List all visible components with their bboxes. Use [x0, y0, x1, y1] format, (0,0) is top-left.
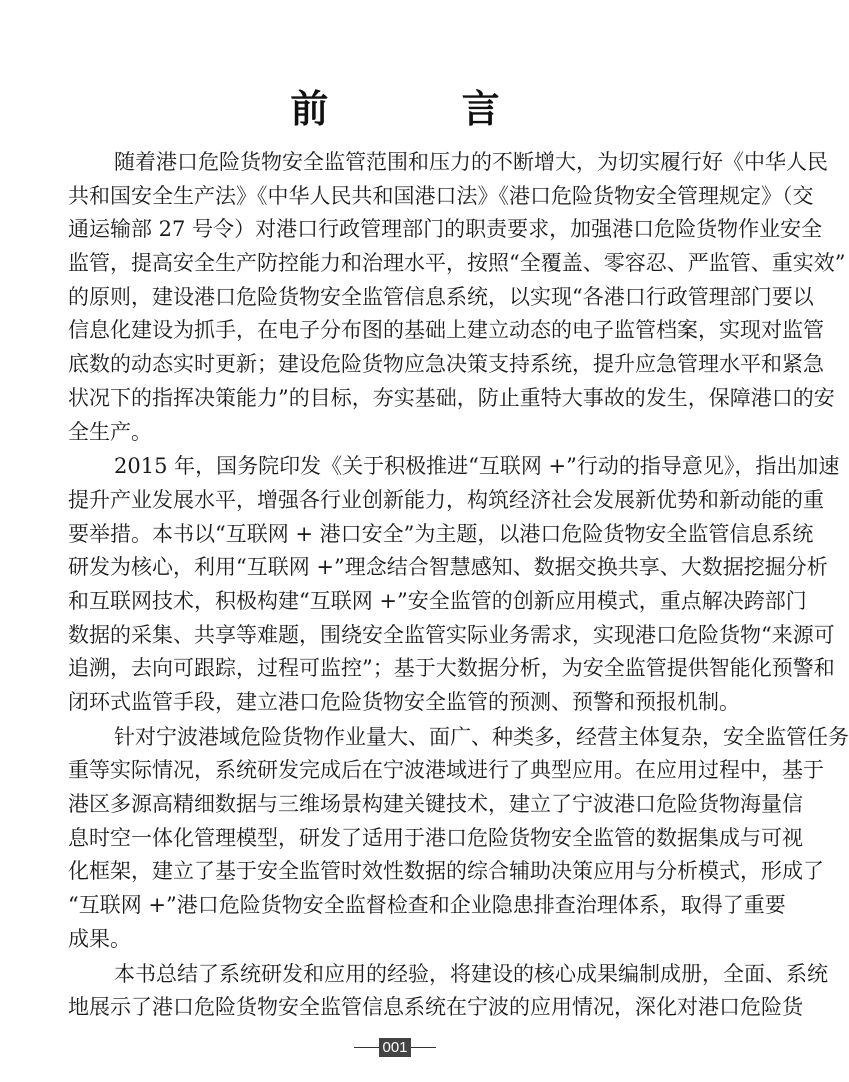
- paragraph: [68, 958, 828, 1025]
- page-number: [0, 1037, 790, 1057]
- page-number-rule-right: [411, 1047, 436, 1048]
- text-line: 随着港口危险货物安全监管范围和压力的不断增大，为切实履行好《中华人民: [114, 150, 828, 174]
- text-line: 本书总结了系统研发和应用的经验，将建设的核心成果编制成册，全面、系统: [114, 961, 828, 986]
- text-line: “互联网 +”港口危险货物安全监督检查和企业隐患排查治理体系，取得了重要: [68, 893, 786, 918]
- paragraph: [68, 721, 849, 957]
- text-line: 追溯，去向可跟踪，过程可监控”；基于大数据分析，为安全监管提供智能化预警和: [68, 656, 835, 681]
- text-line: 共和国安全生产法》《中华人民共和国港口法》《港口危险货物安全管理规定》（交: [68, 183, 814, 208]
- paragraph: [68, 146, 846, 449]
- text-line: 闭环式监管手段，建立港口危险货物安全监管的预测、预警和预报机制。: [68, 690, 740, 714]
- text-line: 重等实际情况，系统研发完成后在宁波港域进行了典型应用。在应用过程中，基于: [68, 758, 824, 783]
- text-line: 通运输部 27 号令）对港口行政管理部门的职责要求，加强港口危险货物作业安全: [68, 217, 823, 242]
- text-line: 监管，提高安全生产防控能力和治理水平，按照“全覆盖、零容忍、严监管、重实效”: [68, 251, 846, 276]
- text-line: 地展示了港口危险货物安全监管信息系统在宁波的应用情况，深化对港口危险货: [68, 995, 803, 1020]
- preface-body: [68, 146, 849, 1026]
- text-line: 化框架，建立了基于安全监管时效性数据的综合辅助决策应用与分析模式，形成了: [68, 859, 824, 884]
- text-line: 港区多源高精细数据与三维场景构建关键技术，建立了宁波港口危险货物海量信: [68, 792, 803, 817]
- text-line: 要举措。本书以“互联网 + 港口安全”为主题，以港口危险货物安全监管信息系统: [68, 521, 814, 546]
- page-number-rule-left: [354, 1047, 379, 1048]
- page-title: 前 言: [290, 86, 560, 131]
- text-line: 底数的动态实时更新；建设危险货物应急决策支持系统，提升应急管理水平和紧急: [68, 352, 824, 377]
- paragraph: [68, 450, 840, 720]
- text-line: 息时空一体化管理模型，研发了适用于港口危险货物安全监管的数据集成与可视: [68, 825, 803, 850]
- text-line: 全生产。: [68, 419, 152, 444]
- text-line: 信息化建设为抓手，在电子分布图的基础上建立动态的电子监管档案，实现对监管: [68, 318, 824, 343]
- text-line: 成果。: [68, 926, 131, 951]
- text-line: 的原则，建设港口危险货物安全监管信息系统，以实现“各港口行政管理部门要以: [68, 284, 814, 309]
- text-line: 状况下的指挥决策能力”的目标，夯实基础，防止重特大事故的发生，保障港口的安: [68, 385, 835, 410]
- page-number-label: 001: [379, 1038, 410, 1057]
- text-line: 研发为核心，利用“互联网 +”理念结合智慧感知、数据交换共享、大数据挖掘分析: [68, 555, 828, 580]
- text-line: 针对宁波港域危险货物作业量大、面广、种类多，经营主体复杂，安全监管任务: [114, 724, 849, 749]
- text-line: 提升产业发展水平，增强各行业创新能力，构筑经济社会发展新优势和新动能的重: [68, 487, 824, 512]
- text-line: 数据的采集、共享等难题，围绕安全监管实际业务需求，实现港口危险货物“来源可: [68, 622, 835, 647]
- text-line: 和互联网技术，积极构建“互联网 +”安全监管的创新应用模式，重点解决跨部门: [68, 588, 807, 613]
- text-line: 2015 年，国务院印发《关于积极推进“互联网 +”行动的指导意见》，指出加速: [114, 454, 840, 479]
